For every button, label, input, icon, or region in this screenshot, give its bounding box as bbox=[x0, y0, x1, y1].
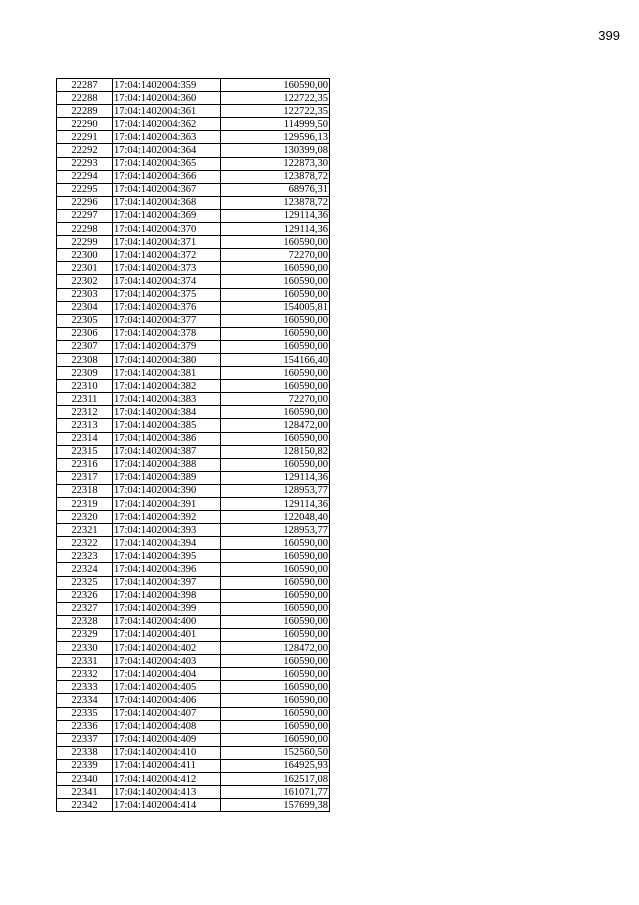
table-row bbox=[57, 563, 330, 576]
cadastral-number-cell: 17:04:1402004:368 bbox=[113, 196, 221, 209]
row-number-cell: 22313 bbox=[57, 419, 113, 432]
row-number-cell: 22293 bbox=[57, 157, 113, 170]
row-number-cell: 22326 bbox=[57, 589, 113, 602]
table-row bbox=[57, 471, 330, 484]
value-cell: 122873,30 bbox=[221, 157, 330, 170]
value-cell: 122048,40 bbox=[221, 511, 330, 524]
cadastral-number-cell: 17:04:1402004:403 bbox=[113, 655, 221, 668]
cadastral-number-cell: 17:04:1402004:394 bbox=[113, 537, 221, 550]
cadastral-number-cell: 17:04:1402004:402 bbox=[113, 642, 221, 655]
cadastral-number-cell: 17:04:1402004:401 bbox=[113, 628, 221, 641]
table-row bbox=[57, 511, 330, 524]
value-cell: 160590,00 bbox=[221, 563, 330, 576]
value-cell: 160590,00 bbox=[221, 380, 330, 393]
row-number-cell: 22331 bbox=[57, 655, 113, 668]
cadastral-number-cell: 17:04:1402004:387 bbox=[113, 445, 221, 458]
table-row bbox=[57, 484, 330, 497]
value-cell: 154005,81 bbox=[221, 301, 330, 314]
row-number-cell: 22324 bbox=[57, 563, 113, 576]
value-cell: 128953,77 bbox=[221, 484, 330, 497]
value-cell: 128953,77 bbox=[221, 524, 330, 537]
value-cell: 128150,82 bbox=[221, 445, 330, 458]
row-number-cell: 22304 bbox=[57, 301, 113, 314]
table-row bbox=[57, 380, 330, 393]
row-number-cell: 22309 bbox=[57, 367, 113, 380]
table-row bbox=[57, 589, 330, 602]
table-row bbox=[57, 249, 330, 262]
table-row bbox=[57, 170, 330, 183]
row-number-cell: 22303 bbox=[57, 288, 113, 301]
cadastral-number-cell: 17:04:1402004:393 bbox=[113, 524, 221, 537]
row-number-cell: 22316 bbox=[57, 458, 113, 471]
table-row bbox=[57, 458, 330, 471]
cadastral-number-cell: 17:04:1402004:409 bbox=[113, 733, 221, 746]
row-number-cell: 22288 bbox=[57, 92, 113, 105]
cadastral-number-cell: 17:04:1402004:391 bbox=[113, 498, 221, 511]
value-cell: 122722,35 bbox=[221, 92, 330, 105]
row-number-cell: 22342 bbox=[57, 799, 113, 812]
value-cell: 160590,00 bbox=[221, 340, 330, 353]
cadastral-number-cell: 17:04:1402004:407 bbox=[113, 707, 221, 720]
row-number-cell: 22334 bbox=[57, 694, 113, 707]
row-number-cell: 22335 bbox=[57, 707, 113, 720]
row-number-cell: 22305 bbox=[57, 314, 113, 327]
table-row bbox=[57, 537, 330, 550]
row-number-cell: 22312 bbox=[57, 406, 113, 419]
row-number-cell: 22311 bbox=[57, 393, 113, 406]
row-number-cell: 22330 bbox=[57, 642, 113, 655]
cadastral-number-cell: 17:04:1402004:388 bbox=[113, 458, 221, 471]
cadastral-number-cell: 17:04:1402004:389 bbox=[113, 471, 221, 484]
value-cell: 160590,00 bbox=[221, 576, 330, 589]
cadastral-number-cell: 17:04:1402004:382 bbox=[113, 380, 221, 393]
value-cell: 129596,13 bbox=[221, 131, 330, 144]
table-row bbox=[57, 406, 330, 419]
value-cell: 160590,00 bbox=[221, 733, 330, 746]
value-cell: 160590,00 bbox=[221, 236, 330, 249]
cadastral-number-cell: 17:04:1402004:395 bbox=[113, 550, 221, 563]
table-row bbox=[57, 118, 330, 131]
row-number-cell: 22307 bbox=[57, 340, 113, 353]
cadastral-number-cell: 17:04:1402004:386 bbox=[113, 432, 221, 445]
value-cell: 129114,36 bbox=[221, 223, 330, 236]
table-row bbox=[57, 288, 330, 301]
row-number-cell: 22297 bbox=[57, 209, 113, 222]
value-cell: 123878,72 bbox=[221, 196, 330, 209]
cadastral-number-cell: 17:04:1402004:378 bbox=[113, 327, 221, 340]
cadastral-number-cell: 17:04:1402004:399 bbox=[113, 602, 221, 615]
cadastral-number-cell: 17:04:1402004:370 bbox=[113, 223, 221, 236]
value-cell: 160590,00 bbox=[221, 720, 330, 733]
cadastral-number-cell: 17:04:1402004:362 bbox=[113, 118, 221, 131]
table-row bbox=[57, 524, 330, 537]
cadastral-number-cell: 17:04:1402004:381 bbox=[113, 367, 221, 380]
value-cell: 160590,00 bbox=[221, 615, 330, 628]
row-number-cell: 22328 bbox=[57, 615, 113, 628]
row-number-cell: 22322 bbox=[57, 537, 113, 550]
value-cell: 72270,00 bbox=[221, 249, 330, 262]
cadastral-number-cell: 17:04:1402004:410 bbox=[113, 746, 221, 759]
value-cell: 160590,00 bbox=[221, 602, 330, 615]
cadastral-number-cell: 17:04:1402004:380 bbox=[113, 353, 221, 366]
cadastral-number-cell: 17:04:1402004:413 bbox=[113, 786, 221, 799]
row-number-cell: 22299 bbox=[57, 236, 113, 249]
table-row bbox=[57, 131, 330, 144]
row-number-cell: 22323 bbox=[57, 550, 113, 563]
cadastral-number-cell: 17:04:1402004:375 bbox=[113, 288, 221, 301]
table-body bbox=[57, 79, 330, 812]
cadastral-number-cell: 17:04:1402004:396 bbox=[113, 563, 221, 576]
cadastral-number-cell: 17:04:1402004:405 bbox=[113, 681, 221, 694]
row-number-cell: 22341 bbox=[57, 786, 113, 799]
value-cell: 122722,35 bbox=[221, 105, 330, 118]
cadastral-value-table bbox=[56, 78, 330, 812]
row-number-cell: 22336 bbox=[57, 720, 113, 733]
row-number-cell: 22289 bbox=[57, 105, 113, 118]
value-cell: 128472,00 bbox=[221, 419, 330, 432]
table-row bbox=[57, 340, 330, 353]
table-row bbox=[57, 576, 330, 589]
row-number-cell: 22338 bbox=[57, 746, 113, 759]
value-cell: 154166,40 bbox=[221, 353, 330, 366]
value-cell: 160590,00 bbox=[221, 550, 330, 563]
row-number-cell: 22332 bbox=[57, 668, 113, 681]
row-number-cell: 22320 bbox=[57, 511, 113, 524]
cadastral-number-cell: 17:04:1402004:359 bbox=[113, 79, 221, 92]
cadastral-number-cell: 17:04:1402004:414 bbox=[113, 799, 221, 812]
value-cell: 160590,00 bbox=[221, 327, 330, 340]
table-row bbox=[57, 157, 330, 170]
value-cell: 157699,38 bbox=[221, 799, 330, 812]
table-row bbox=[57, 353, 330, 366]
table-row bbox=[57, 314, 330, 327]
table-row bbox=[57, 550, 330, 563]
cadastral-number-cell: 17:04:1402004:385 bbox=[113, 419, 221, 432]
value-cell: 160590,00 bbox=[221, 668, 330, 681]
value-cell: 160590,00 bbox=[221, 458, 330, 471]
row-number-cell: 22296 bbox=[57, 196, 113, 209]
table-row bbox=[57, 799, 330, 812]
row-number-cell: 22340 bbox=[57, 772, 113, 785]
table-row bbox=[57, 327, 330, 340]
row-number-cell: 22333 bbox=[57, 681, 113, 694]
cadastral-number-cell: 17:04:1402004:392 bbox=[113, 511, 221, 524]
cadastral-number-cell: 17:04:1402004:367 bbox=[113, 183, 221, 196]
row-number-cell: 22292 bbox=[57, 144, 113, 157]
cadastral-number-cell: 17:04:1402004:411 bbox=[113, 759, 221, 772]
table-row bbox=[57, 772, 330, 785]
cadastral-number-cell: 17:04:1402004:390 bbox=[113, 484, 221, 497]
row-number-cell: 22325 bbox=[57, 576, 113, 589]
cadastral-number-cell: 17:04:1402004:365 bbox=[113, 157, 221, 170]
row-number-cell: 22327 bbox=[57, 602, 113, 615]
row-number-cell: 22321 bbox=[57, 524, 113, 537]
value-cell: 114999,50 bbox=[221, 118, 330, 131]
table-row bbox=[57, 681, 330, 694]
table-row bbox=[57, 393, 330, 406]
cadastral-number-cell: 17:04:1402004:360 bbox=[113, 92, 221, 105]
cadastral-number-cell: 17:04:1402004:400 bbox=[113, 615, 221, 628]
row-number-cell: 22317 bbox=[57, 471, 113, 484]
cadastral-number-cell: 17:04:1402004:376 bbox=[113, 301, 221, 314]
table-row bbox=[57, 668, 330, 681]
row-number-cell: 22291 bbox=[57, 131, 113, 144]
cadastral-number-cell: 17:04:1402004:406 bbox=[113, 694, 221, 707]
value-cell: 160590,00 bbox=[221, 79, 330, 92]
table-row bbox=[57, 262, 330, 275]
row-number-cell: 22302 bbox=[57, 275, 113, 288]
value-cell: 162517,08 bbox=[221, 772, 330, 785]
value-cell: 161071,77 bbox=[221, 786, 330, 799]
table-row bbox=[57, 498, 330, 511]
value-cell: 68976,31 bbox=[221, 183, 330, 196]
cadastral-number-cell: 17:04:1402004:379 bbox=[113, 340, 221, 353]
table-row bbox=[57, 615, 330, 628]
table-row bbox=[57, 92, 330, 105]
value-cell: 160590,00 bbox=[221, 707, 330, 720]
row-number-cell: 22294 bbox=[57, 170, 113, 183]
row-number-cell: 22329 bbox=[57, 628, 113, 641]
value-cell: 164925,93 bbox=[221, 759, 330, 772]
value-cell: 160590,00 bbox=[221, 288, 330, 301]
row-number-cell: 22290 bbox=[57, 118, 113, 131]
row-number-cell: 22339 bbox=[57, 759, 113, 772]
cadastral-number-cell: 17:04:1402004:383 bbox=[113, 393, 221, 406]
value-cell: 160590,00 bbox=[221, 694, 330, 707]
cadastral-number-cell: 17:04:1402004:372 bbox=[113, 249, 221, 262]
table-row bbox=[57, 144, 330, 157]
row-number-cell: 22308 bbox=[57, 353, 113, 366]
table-row bbox=[57, 79, 330, 92]
table-row bbox=[57, 196, 330, 209]
cadastral-number-cell: 17:04:1402004:404 bbox=[113, 668, 221, 681]
table-row bbox=[57, 367, 330, 380]
value-cell: 160590,00 bbox=[221, 367, 330, 380]
row-number-cell: 22301 bbox=[57, 262, 113, 275]
row-number-cell: 22318 bbox=[57, 484, 113, 497]
row-number-cell: 22314 bbox=[57, 432, 113, 445]
table-row bbox=[57, 655, 330, 668]
value-cell: 160590,00 bbox=[221, 406, 330, 419]
cadastral-number-cell: 17:04:1402004:412 bbox=[113, 772, 221, 785]
cadastral-number-cell: 17:04:1402004:398 bbox=[113, 589, 221, 602]
row-number-cell: 22295 bbox=[57, 183, 113, 196]
table-row bbox=[57, 209, 330, 222]
row-number-cell: 22310 bbox=[57, 380, 113, 393]
table-row bbox=[57, 786, 330, 799]
value-cell: 160590,00 bbox=[221, 262, 330, 275]
table-row bbox=[57, 642, 330, 655]
table-row bbox=[57, 223, 330, 236]
table-row bbox=[57, 746, 330, 759]
value-cell: 160590,00 bbox=[221, 589, 330, 602]
cadastral-number-cell: 17:04:1402004:369 bbox=[113, 209, 221, 222]
page-number: 399 bbox=[598, 28, 620, 43]
table-row bbox=[57, 628, 330, 641]
table-row bbox=[57, 105, 330, 118]
table-row bbox=[57, 445, 330, 458]
value-cell: 128472,00 bbox=[221, 642, 330, 655]
cadastral-number-cell: 17:04:1402004:371 bbox=[113, 236, 221, 249]
row-number-cell: 22315 bbox=[57, 445, 113, 458]
table-row bbox=[57, 759, 330, 772]
cadastral-number-cell: 17:04:1402004:377 bbox=[113, 314, 221, 327]
table-row bbox=[57, 694, 330, 707]
value-cell: 160590,00 bbox=[221, 681, 330, 694]
table-row bbox=[57, 419, 330, 432]
cadastral-number-cell: 17:04:1402004:408 bbox=[113, 720, 221, 733]
value-cell: 160590,00 bbox=[221, 655, 330, 668]
value-cell: 129114,36 bbox=[221, 209, 330, 222]
cadastral-number-cell: 17:04:1402004:374 bbox=[113, 275, 221, 288]
row-number-cell: 22306 bbox=[57, 327, 113, 340]
row-number-cell: 22337 bbox=[57, 733, 113, 746]
cadastral-number-cell: 17:04:1402004:364 bbox=[113, 144, 221, 157]
cadastral-number-cell: 17:04:1402004:373 bbox=[113, 262, 221, 275]
table-row bbox=[57, 602, 330, 615]
value-cell: 160590,00 bbox=[221, 537, 330, 550]
value-cell: 160590,00 bbox=[221, 314, 330, 327]
row-number-cell: 22298 bbox=[57, 223, 113, 236]
table-row bbox=[57, 236, 330, 249]
table-row bbox=[57, 707, 330, 720]
table-row bbox=[57, 301, 330, 314]
value-cell: 160590,00 bbox=[221, 628, 330, 641]
cadastral-number-cell: 17:04:1402004:363 bbox=[113, 131, 221, 144]
row-number-cell: 22300 bbox=[57, 249, 113, 262]
value-cell: 72270,00 bbox=[221, 393, 330, 406]
value-cell: 152560,50 bbox=[221, 746, 330, 759]
table-row bbox=[57, 733, 330, 746]
table-row bbox=[57, 720, 330, 733]
cadastral-number-cell: 17:04:1402004:397 bbox=[113, 576, 221, 589]
row-number-cell: 22319 bbox=[57, 498, 113, 511]
cadastral-number-cell: 17:04:1402004:366 bbox=[113, 170, 221, 183]
row-number-cell: 22287 bbox=[57, 79, 113, 92]
value-cell: 129114,36 bbox=[221, 498, 330, 511]
cadastral-number-cell: 17:04:1402004:384 bbox=[113, 406, 221, 419]
value-cell: 130399,08 bbox=[221, 144, 330, 157]
value-cell: 160590,00 bbox=[221, 275, 330, 288]
table-row bbox=[57, 432, 330, 445]
cadastral-number-cell: 17:04:1402004:361 bbox=[113, 105, 221, 118]
table-row bbox=[57, 275, 330, 288]
value-cell: 129114,36 bbox=[221, 471, 330, 484]
value-cell: 123878,72 bbox=[221, 170, 330, 183]
value-cell: 160590,00 bbox=[221, 432, 330, 445]
table-row bbox=[57, 183, 330, 196]
